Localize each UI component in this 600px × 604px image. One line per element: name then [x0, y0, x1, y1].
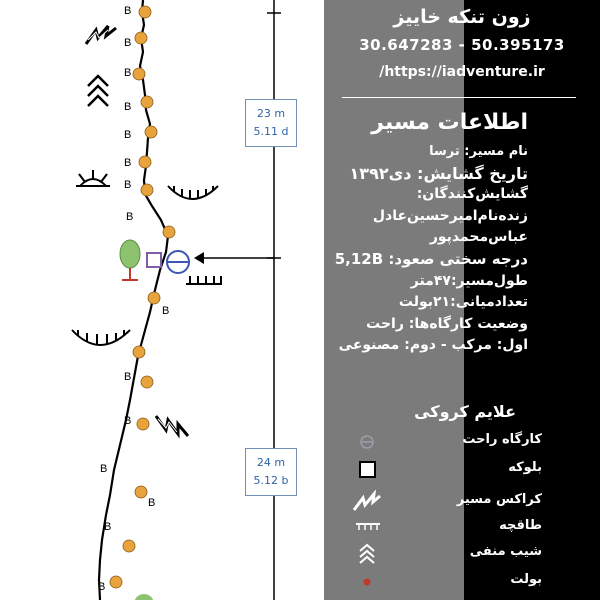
belay-arrow: [194, 252, 274, 264]
pitch-1-length: 23 m: [256, 107, 286, 120]
route-info-list: [328, 141, 528, 357]
tree-icon: [120, 240, 140, 280]
route-info-line: طول‌مسیر:۴۷متر: [410, 272, 528, 289]
ledge-icon: [350, 516, 384, 540]
bolt-marker: [145, 126, 157, 138]
crux-icon: [350, 490, 384, 514]
legend-row-ledge: [324, 516, 586, 540]
legend-row-overhang: [324, 542, 586, 566]
bolt-label: B: [148, 497, 156, 509]
route-info-panel: [324, 0, 600, 600]
legend-row-block: [324, 458, 586, 482]
bolt-marker: [135, 32, 147, 44]
legend-heading: علایم کروکی: [414, 402, 516, 421]
legend-label-block: بلوکه: [508, 460, 542, 475]
legend-label-anchor: کارگاه راحت: [462, 432, 542, 447]
bolt-group: [98, 5, 175, 593]
ledge-icon: [168, 186, 218, 199]
tree-icon: [134, 594, 154, 600]
block-icon: [147, 253, 161, 267]
route-info-line: وضعیت کارگاه‌ها: راحت: [366, 315, 528, 332]
bolt-label: B: [162, 305, 170, 317]
legend-label-bolt: بولت: [510, 572, 542, 587]
route-info-line: زنده‌نام‌امیرحسین‌عادل: [372, 207, 528, 224]
bolt-marker: [148, 292, 160, 304]
bolt-marker: [133, 346, 145, 358]
bolt-label: B: [124, 37, 132, 49]
pitch-2-grade-box: [245, 448, 297, 496]
bolt-marker: [139, 156, 151, 168]
bolt-label: B: [124, 5, 132, 17]
anchor-icon: [350, 430, 384, 454]
bolt-marker: [139, 6, 151, 18]
bolt-marker: [135, 486, 147, 498]
overhang-icon: [88, 76, 108, 106]
legend-label-crux: کراکس مسیر: [456, 492, 542, 507]
route-info-heading: اطلاعات مسیر: [371, 110, 528, 135]
route-info-line: گشایش‌کنندگان:: [416, 186, 528, 203]
bolt-marker: [133, 68, 145, 80]
bolt-label: B: [124, 157, 132, 169]
legend-row-crux: [324, 490, 586, 514]
bolt-label: B: [124, 371, 132, 383]
bolt-label: B: [124, 415, 132, 427]
bolt-marker: [141, 376, 153, 388]
legend-label-ledge: طاقچه: [499, 518, 542, 533]
overhang-icon: [350, 542, 384, 566]
bolt-label: B: [104, 521, 112, 533]
route-info-line: تاریخ گشایش: دی۱۳۹۲: [349, 163, 528, 183]
bolt-marker: [123, 540, 135, 552]
route-info-line: نام مسیر: ترسا: [429, 144, 528, 159]
header-divider: [342, 97, 576, 98]
route-info-line: اول: مرکب - دوم: مصنوعی: [338, 337, 528, 354]
bolt-label: B: [124, 101, 132, 113]
ledge-icon: [72, 330, 130, 345]
bolt-label: B: [124, 129, 132, 141]
bolt-marker: [163, 226, 175, 238]
zone-name: زون تنکه خاییز: [393, 6, 531, 28]
pitch-1-grade: 5.11 d: [253, 125, 289, 138]
bolt-label: B: [124, 179, 132, 191]
pitch-1-grade-box: [245, 99, 297, 147]
route-info-line: تعدادمیانی:۲۱بولت: [398, 294, 528, 311]
pitch-2-grade: 5.12 b: [253, 474, 289, 487]
route-info-line: درجه سختی صعود: 5,12B: [334, 249, 528, 268]
bolt-label: B: [124, 67, 132, 79]
anchor-icon: [167, 251, 189, 273]
legend-row-anchor: [324, 430, 586, 454]
bolt-marker: [141, 96, 153, 108]
block-icon: [350, 458, 384, 482]
bolt-label: B: [98, 581, 106, 593]
gps-coordinates: 30.647283 - 50.395173: [359, 36, 565, 54]
route-info-line: عباس‌محمدپور: [429, 229, 528, 246]
legend-label-overhang: شیب منفی: [469, 544, 542, 559]
ledge-icon: [186, 276, 222, 284]
bolt-label: B: [100, 463, 108, 475]
bolt-marker: [110, 576, 122, 588]
bolt-marker: [141, 184, 153, 196]
website-link[interactable]: /https://iadventure.ir: [379, 64, 545, 80]
bolt-icon: [350, 570, 384, 594]
crux-icon: [156, 416, 188, 436]
bolt-label: B: [126, 211, 134, 223]
ledge-icon: [76, 170, 110, 186]
crux-icon: [86, 26, 116, 44]
legend-row-bolt: [324, 570, 586, 594]
pitch-2-length: 24 m: [256, 456, 286, 469]
bolt-marker: [137, 418, 149, 430]
